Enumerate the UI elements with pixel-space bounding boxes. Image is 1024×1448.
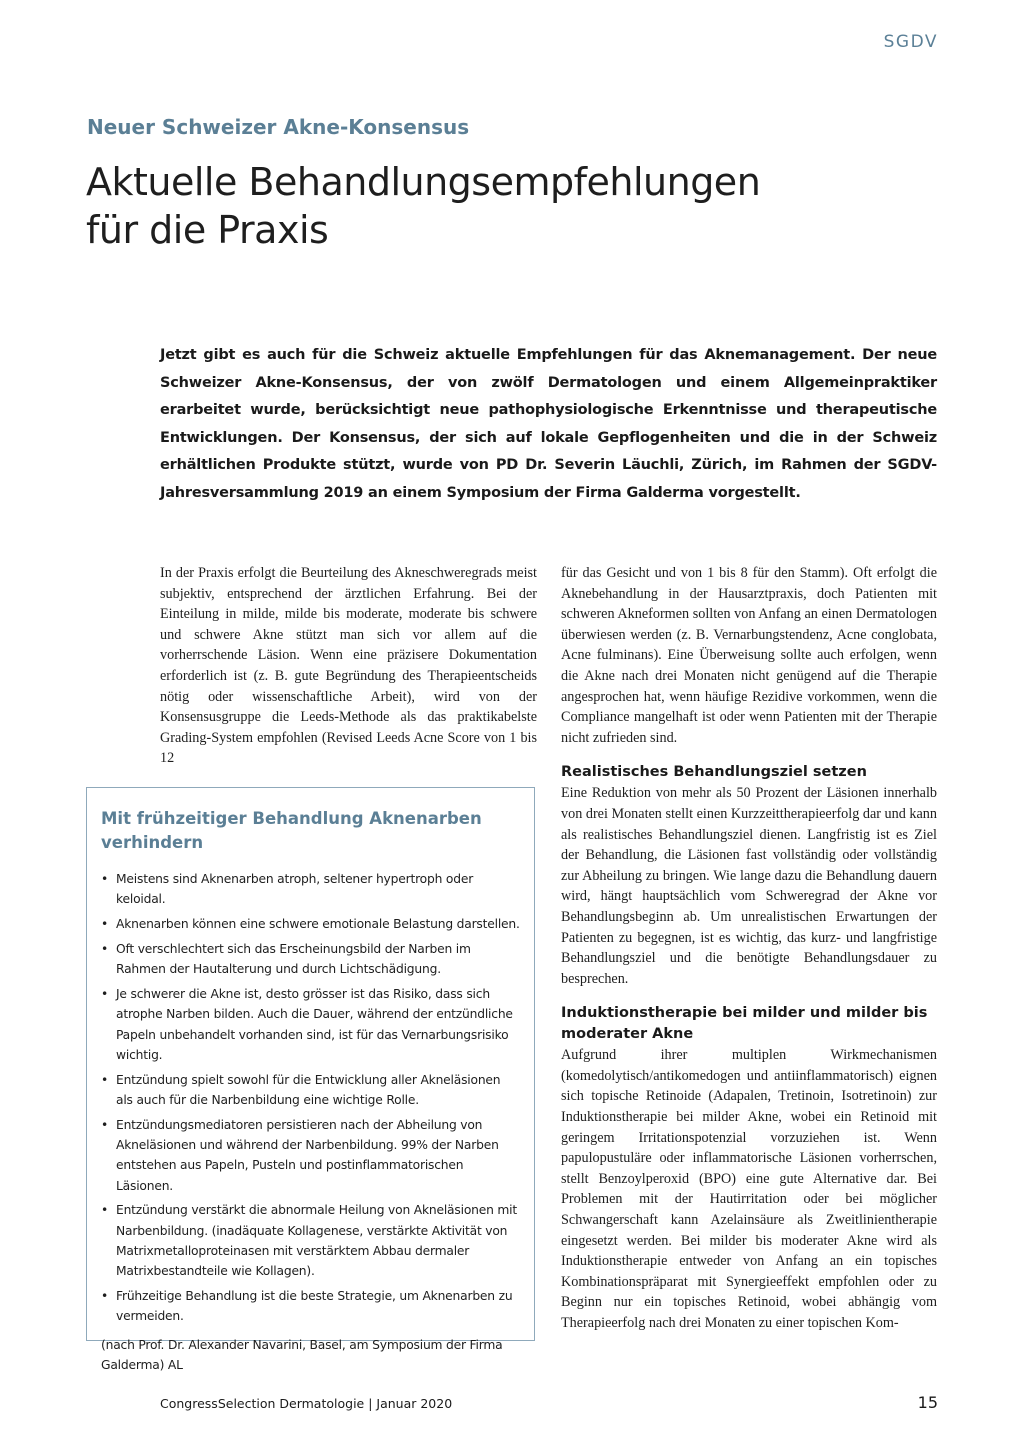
footer-publication: CongressSelection Dermatologie | Januar 2020 [160,1396,453,1411]
article-lead: Jetzt gibt es auch für die Schweiz aktuelle Empfehlungen für das Aknemanagement. Der neue Schweizer Akne-Konsensus, der von zwölf Dermatologen und einem Allgemeinpraktiker erarbeitet wurde, berücksichtigt neue pathophysiologische Erkenntnisse und therapeutische Entwicklungen. Der Konsensus, der sich auf lokale Gepflogenheiten und die in der Schweiz erhältlichen Produkte stützt, wurde von PD Dr. Severin Läuchli, Zürich, im Rahmen der SGDV-Jahresversammlung 2019 an einem Symposium der Firma Galderma vorgestellt. [160,347,937,501]
info-box-source: (nach Prof. Dr. Alexander Navarini, Basel, am Symposium der Firma Galderma) AL [101,1337,503,1373]
list-item-text: Oft verschlechtert sich das Erscheinungsbild der Narben im Rahmen der Hautalterung und durch Lichtschädigung. [116,941,471,977]
list-item-text: Je schwerer die Akne ist, desto grösser ist das Risiko, dass sich atrophe Narben bilden. Auch die Dauer, während der entzündliche Papeln unbehandelt vorhanden sind, ist für das Vernarbungsrisiko wichtig. [116,986,513,1062]
body-column-right [561,563,937,1334]
body-intro-part-2: für das Gesicht und von 1 bis 8 für den Stamm). Oft erfolgt die Aknebehandlung in der Hausarztpraxis, doch Patienten mit schweren Akneformen sollten von Anfang an einen Dermatologen überwiesen werden (z. B. Vernarbungstendenz, Acne conglobata, Acne fulminans). Eine Überweisung sollte auch erfolgen, wenn die Akne nach drei Monaten nicht genügend auf die Therapie angesprochen hat, wenn häufige Rezidive vorkommen, wenn die Compliance mangelhaft ist oder wenn Patienten mit der Therapie nicht zufrieden sind. [561,565,937,746]
list-item [101,1200,520,1281]
list-item [101,869,520,910]
bullet-icon: • [101,917,109,932]
title-line-2: für die Praxis [86,208,329,252]
section-text-induktionstherapie: Aufgrund ihrer multiplen Wirkmechanismen (komedolytisch/antikomedogen und antiinflammatorisch) eignen sich topische Retinoide (Adapalen, Tretinoin, Isotretinoin) zur Induktionstherapie bei milder Akne, wobei ein Retinoid mit geringem Irritationspotenzial vorzuziehen ist. Wenn papulopustuläre oder inflammatorische Läsionen vorherrschen, stellt Benzoylperoxid (BPO) eine gute Alternative dar. Bei Problemen mit der Hautirritation oder bei möglicher Schwangerschaft kann Azelainsäure als Zweitlinientherapie eingesetzt werden. Bei milder bis moderater Akne wird als Induktionstherapie entweder von Anfang an ein topisches Kombinationspräparat mit Synergieeffekt empfohlen oder zu Beginn nur ein topisches Retinoid, wobei abhängig vom Therapieerfolg nach drei Monaten zu einer topischen Kom- [561,1047,937,1331]
list-item-text: Entzündung spielt sowohl für die Entwicklung aller Akneläsionen als auch für die Narbenbildung eine wichtige Rolle. [116,1072,501,1107]
bullet-icon: • [101,986,109,1001]
list-item-text: Meistens sind Aknenarben atroph, seltener hypertroph oder keloidal. [116,872,474,907]
list-item [101,1286,520,1327]
bullet-icon: • [101,1117,109,1132]
article-title [86,158,846,254]
article-kicker: Neuer Schweizer Akne-Konsensus [87,115,470,139]
section-text-behandlungsziel: Eine Reduktion von mehr als 50 Prozent der Läsionen innerhalb von drei Monaten stellt einen Kurzzeittherapieerfolg dar und kann als realistisches Behandlungsziel dienen. Langfristig ist es Ziel der Behandlung, die Läsionen fast vollständig oder vollständig zur Abheilung zu bringen. Wie lange dazu die Behandlung dauern wird, hängt hauptsächlich vom Schweregrad der Akne vor Behandlungsbeginn ab. Um unrealistischen Erwartungen der Patienten zu begegnen, ist es wichtig, das kurz- und langfristige Behandlungsziel und die benötigte Behandlungsdauer zu besprechen. [561,785,937,987]
title-line-1: Aktuelle Behandlungsempfehlungen [86,160,761,204]
section-tag: SGDV [883,32,938,52]
info-box-title: Mit frühzeitiger Behandlung Aknenarben verhindern [101,809,482,852]
body-intro-part-1: In der Praxis erfolgt die Beurteilung des Akneschweregrads meist subjektiv, entsprechend der ärztlichen Erfahrung. Bei der Einteilung in milde, milde bis moderate, moderate bis schwere und schwere Akne stützt man sich vor allem auf die vorherrschende Läsion. Wenn eine präzisere Dokumentation erforderlich ist (z. B. gute Begründung des Therapieentscheids nötig oder wissenschaftliche Arbeit), wird von der Konsensusgruppe die Leeds-Methode als das praktikabelste Grading-System empfohlen (Revised Leeds Acne Score von 1 bis 12 [160,565,537,767]
body-column-left [160,563,537,769]
list-item [101,939,520,980]
bullet-icon: • [101,941,109,956]
info-box-aknenarben [86,787,535,1373]
list-item [101,1070,520,1111]
list-item-text: Entzündungsmediatoren persistieren nach der Abheilung von Akneläsionen und während der Narbenbildung. 99% der Narben entstehen aus Papeln, Pusteln und postinflammatorischen Läsionen. [116,1117,499,1193]
list-item [101,914,520,934]
bullet-icon: • [101,1072,109,1087]
list-item-text: Entzündung verstärkt die abnormale Heilung von Akneläsionen mit Narbenbildung. (inadäquate Kollagenese, verstärkte Aktivität von Matrixmetalloproteinasen mit verstärktem Abbau dermaler Matrixbestandteile wie Kollagen). [116,1203,518,1279]
section-heading-behandlungsziel: Realistisches Behandlungsziel setzen [561,764,867,781]
list-item [101,984,520,1065]
list-item [101,1115,520,1196]
page-number: 15 [917,1393,938,1412]
info-box-list [101,869,520,1327]
bullet-icon: • [101,1203,109,1218]
bullet-icon: • [101,1289,109,1304]
section-heading-induktionstherapie: Induktionstherapie bei milder und milder bis moderater Akne [561,1005,928,1043]
list-item-text: Aknenarben können eine schwere emotionale Belastung darstellen. [116,917,520,932]
list-item-text: Frühzeitige Behandlung ist die beste Strategie, um Aknenarben zu vermeiden. [116,1289,513,1324]
bullet-icon: • [101,872,109,886]
